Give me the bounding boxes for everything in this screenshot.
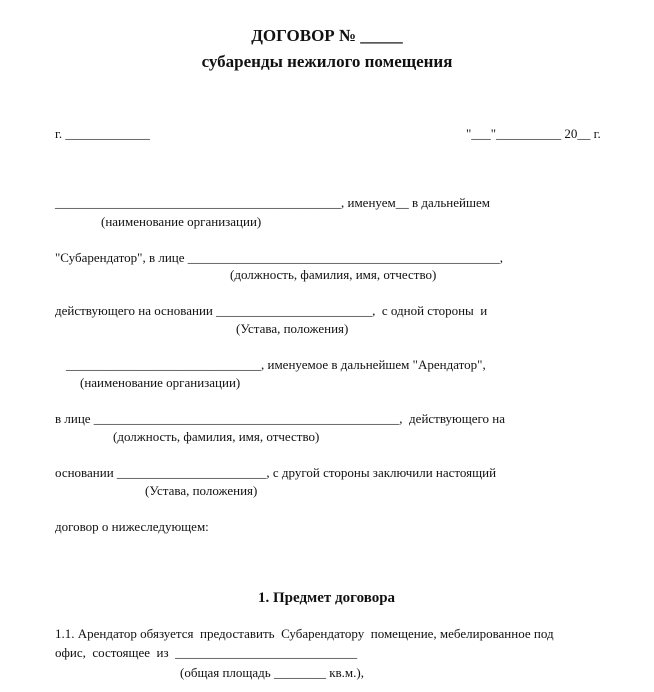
contract-subtitle: субаренды нежилого помещения <box>201 52 453 71</box>
agreement-intro: договор о нижеследующем: <box>55 519 209 534</box>
city-field: г. _____________ <box>55 126 150 141</box>
section-heading: 1. Предмет договора <box>258 590 396 606</box>
party1-basis-line: действующего на основании ________________________, с одной стороны и <box>55 303 488 318</box>
party2-representative-hint: (должность, фамилия, имя, отчество) <box>113 429 320 444</box>
clause-1-1-line2: офис, состоящее из ____________________________ <box>55 645 358 660</box>
party2-representative-line: в лице _______________________________________________, действующего на <box>55 411 506 426</box>
clause-1-1-hint: (общая площадь ________ кв.м.), <box>180 665 364 680</box>
party1-name-hint: (наименование организации) <box>101 214 262 229</box>
party1-name-line: ____________________________________________, именуем__ в дальнейшем <box>55 195 490 210</box>
party2-basis-line: основании _______________________, с другой стороны заключили настоящий <box>55 465 497 480</box>
party1-representative-hint: (должность, фамилия, имя, отчество) <box>230 267 437 282</box>
contract-title: ДОГОВОР № _____ <box>251 26 403 45</box>
party2-name-hint: (наименование организации) <box>80 375 241 390</box>
party2-name-line: ______________________________, именуемое в дальнейшем "Арендатор", <box>66 357 486 372</box>
party1-basis-hint: (Устава, положения) <box>236 321 349 336</box>
party1-representative-line: "Субарендатор", в лице ________________________________________________, <box>55 250 504 265</box>
date-field: "___"__________ 20__ г. <box>466 126 601 141</box>
clause-1-1-line1: 1.1. Арендатор обязуется предоставить Субарендатору помещение, мебелированное под <box>55 626 554 641</box>
party2-basis-hint: (Устава, положения) <box>145 483 258 498</box>
